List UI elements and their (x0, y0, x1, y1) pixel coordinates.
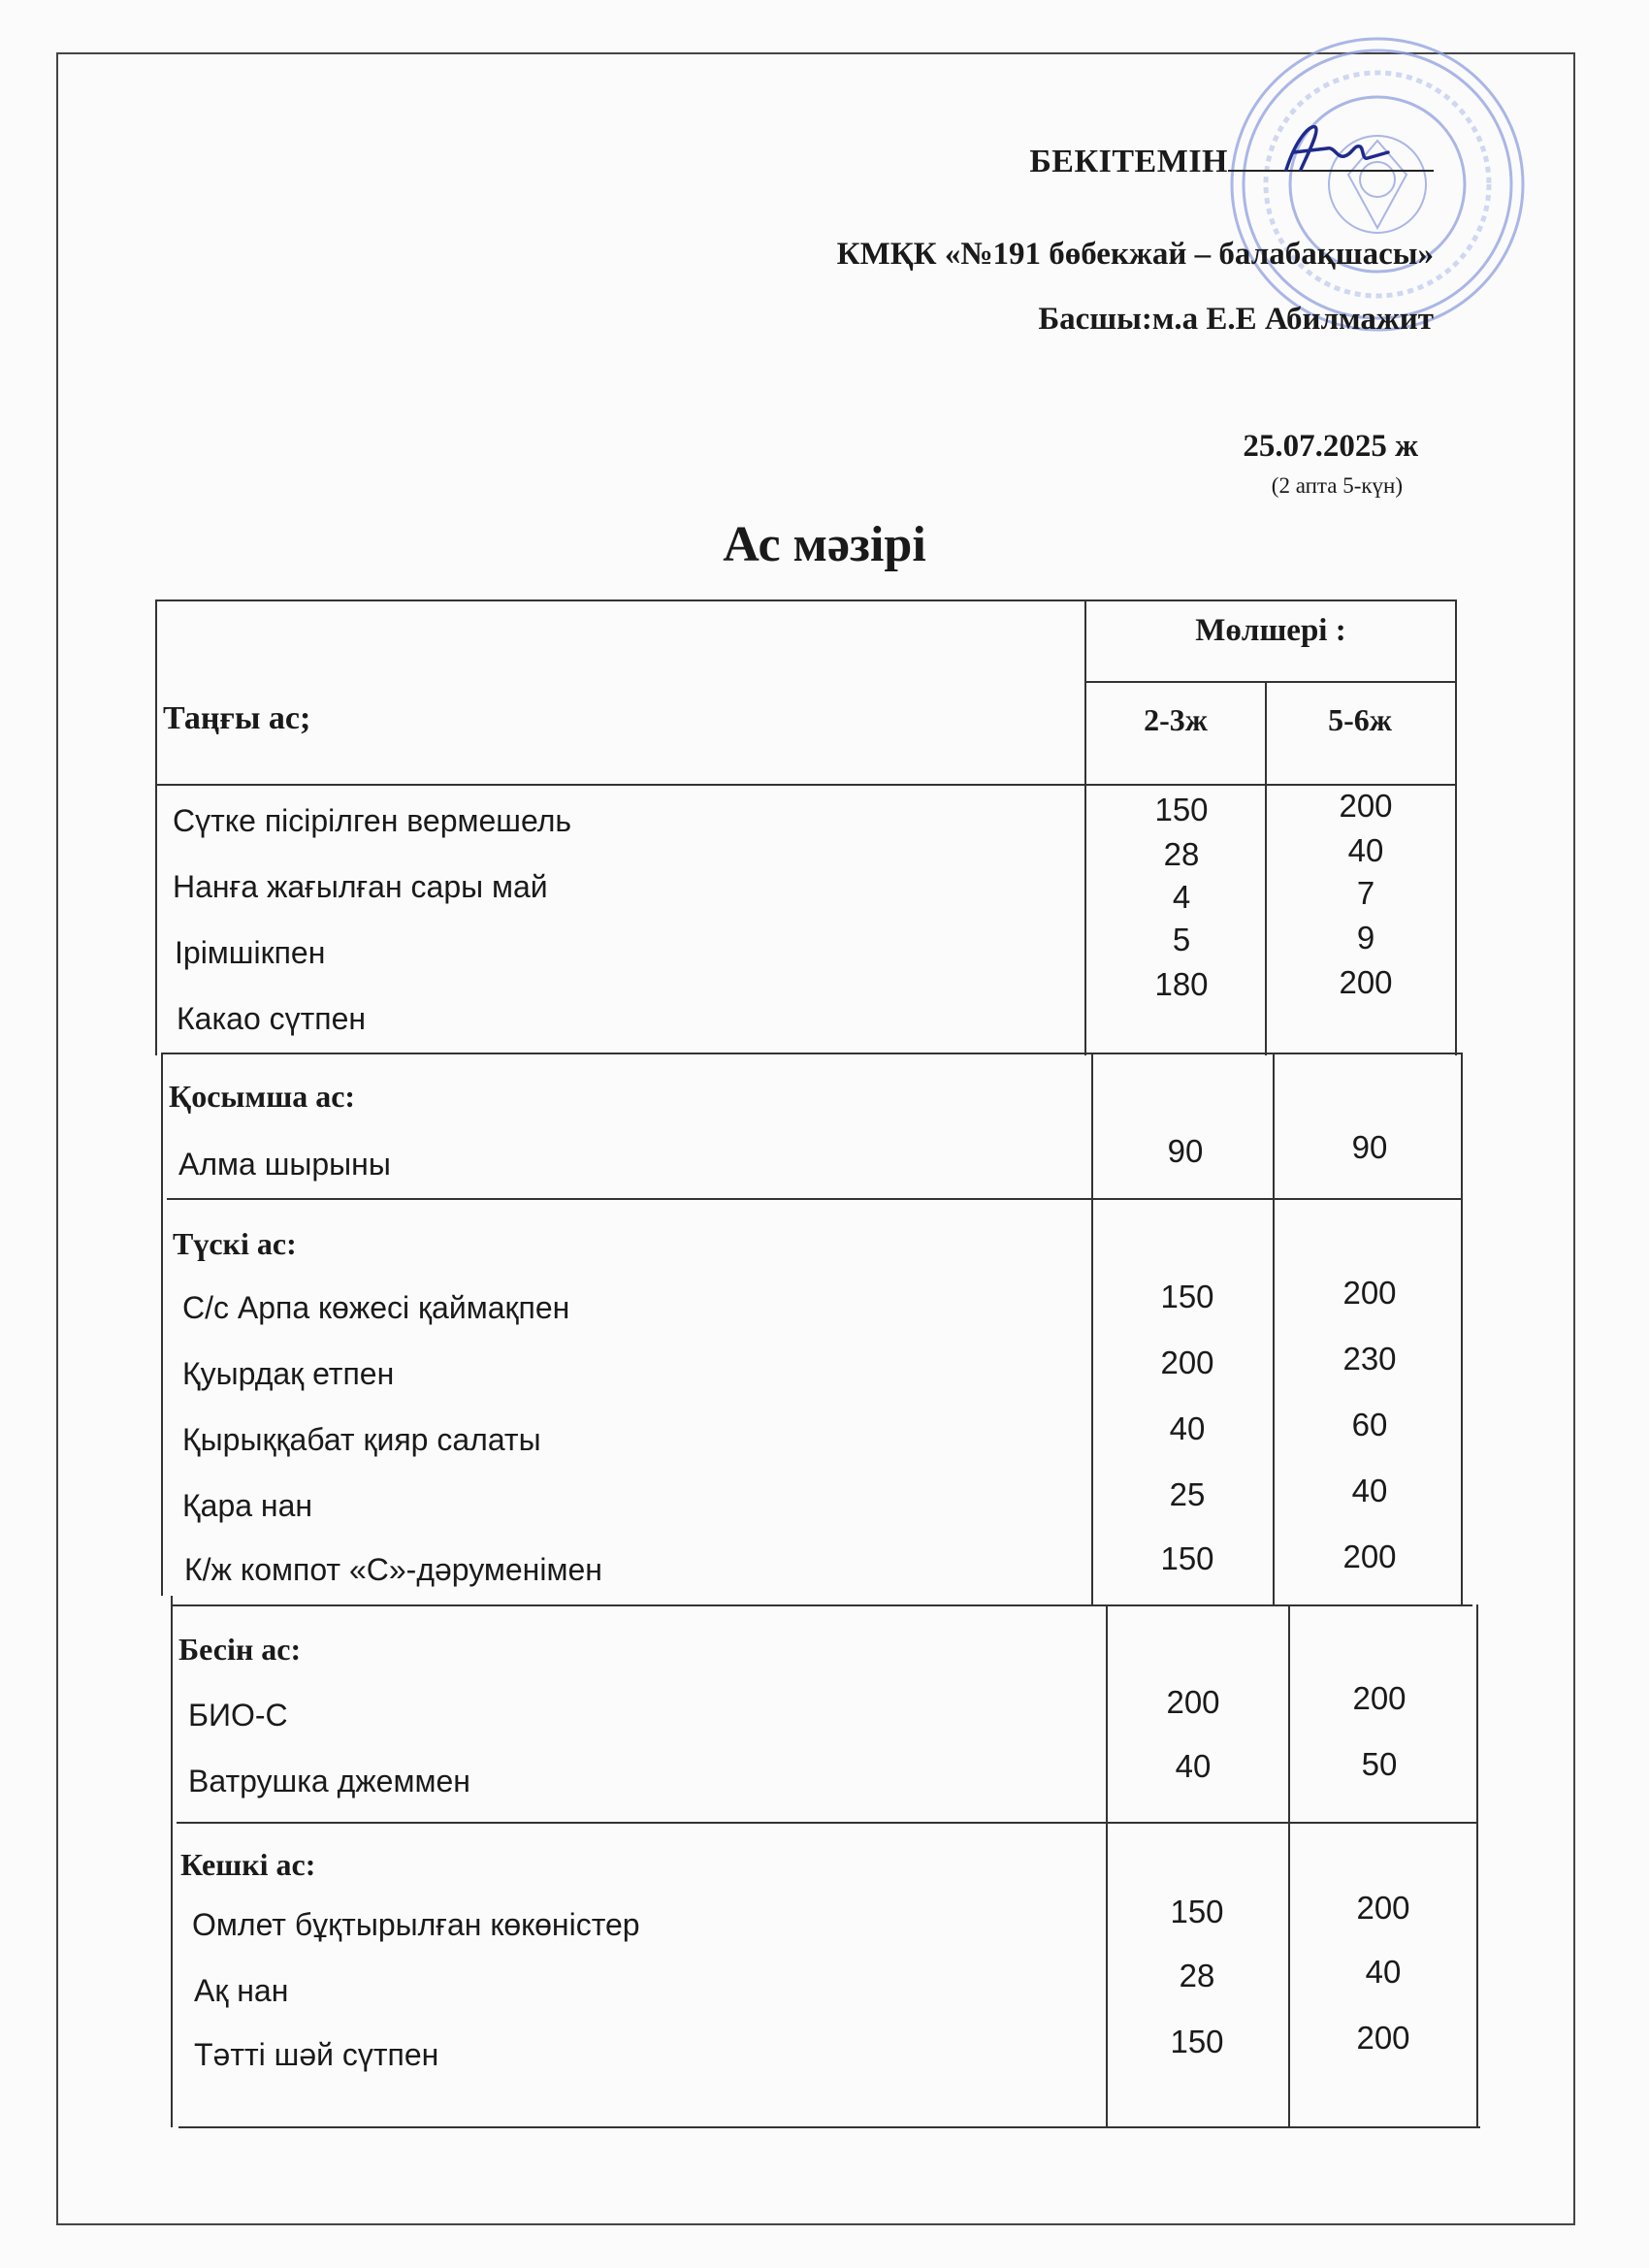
menu-item: Қара нан (182, 1488, 313, 1523)
section-title: Қосымша ас: (169, 1079, 356, 1114)
menu-item: Алма шырыны (178, 1147, 391, 1182)
amount-5-6: 40 (1365, 1954, 1402, 1990)
menu-item: Тәтті шәй сүтпен (194, 2037, 439, 2072)
amount-2-3: 200 (1166, 1684, 1220, 1720)
signature (1267, 119, 1393, 178)
approve-label: БЕКІТЕМІН (1029, 144, 1228, 179)
page-title: Ас мәзірі (723, 517, 926, 572)
table-line (177, 1822, 1476, 1824)
amount-5-6: 200 (1356, 1890, 1410, 1926)
amount-5-6: 200 (1356, 2020, 1410, 2056)
menu-item: Қуырдақ етпен (182, 1356, 395, 1391)
amount-2-3: 28 (1179, 1958, 1215, 1993)
table-line (167, 1198, 1463, 1200)
section-title: Кешкі ас: (180, 1847, 316, 1882)
menu-item: Нанға жағылған сары май (173, 869, 548, 904)
amount-5-6: 60 (1351, 1407, 1388, 1442)
amount-5-6: 40 (1347, 832, 1384, 868)
table-line (1461, 1053, 1463, 1605)
menu-item: Ақ нан (194, 1973, 289, 2008)
amount-header: Мөлшері : (1195, 613, 1346, 648)
table-line (1455, 599, 1457, 1055)
amount-5-6: 200 (1342, 1275, 1397, 1311)
approval-line (1029, 141, 1434, 180)
menu-item: Какао сүтпен (177, 1001, 367, 1036)
amount-5-6: 200 (1339, 788, 1393, 824)
amount-2-3: 150 (1170, 1894, 1224, 1929)
amount-2-3: 25 (1169, 1476, 1206, 1512)
table-line (171, 1596, 173, 2127)
section-title: Түскі ас: (173, 1226, 297, 1261)
table-line (161, 1053, 163, 1596)
menu-item: Қырыққабат қияр салаты (182, 1422, 541, 1457)
amount-5-6: 40 (1351, 1473, 1388, 1508)
table-line (1086, 681, 1457, 683)
signature-line (1228, 141, 1434, 172)
head-name: Басшы:м.а Е.Е Абилмажит (1038, 302, 1434, 337)
table-line (1084, 599, 1086, 1055)
menu-item: Сүтке пісірілген вермешель (173, 803, 572, 838)
amount-2-3: 180 (1154, 966, 1209, 1002)
table-line (1106, 1604, 1108, 2128)
table-line (1476, 1604, 1478, 2128)
table-line (1091, 1053, 1093, 1605)
amount-5-6: 90 (1351, 1129, 1388, 1165)
amount-2-3: 150 (1170, 2024, 1224, 2059)
column-header-5-6: 5-6ж (1328, 702, 1392, 737)
amount-5-6: 7 (1356, 875, 1375, 911)
amount-2-3: 28 (1163, 836, 1200, 872)
table-line (1273, 1053, 1275, 1605)
section-title: Таңғы ас; (163, 700, 311, 736)
menu-item: БИО-С (188, 1698, 288, 1733)
amount-2-3: 40 (1169, 1410, 1206, 1446)
week-day: (2 апта 5-күн) (1271, 473, 1403, 498)
amount-2-3: 200 (1160, 1345, 1214, 1380)
amount-2-3: 5 (1172, 922, 1191, 957)
amount-2-3: 150 (1160, 1540, 1214, 1576)
amount-2-3: 4 (1172, 879, 1191, 915)
amount-5-6: 50 (1361, 1746, 1398, 1782)
amount-5-6: 200 (1339, 964, 1393, 1000)
menu-item: Ірімшікпен (175, 935, 326, 970)
column-header-2-3: 2-3ж (1144, 702, 1208, 737)
amount-2-3: 90 (1167, 1133, 1204, 1169)
amount-5-6: 9 (1356, 920, 1375, 956)
table-line (178, 2126, 1480, 2128)
amount-5-6: 230 (1342, 1341, 1397, 1377)
table-line (157, 784, 1457, 786)
table-line (155, 599, 157, 1055)
menu-date: 25.07.2025 ж (1243, 429, 1418, 464)
table-line (1265, 681, 1267, 1055)
amount-5-6: 200 (1342, 1539, 1397, 1574)
amount-2-3: 40 (1175, 1748, 1212, 1784)
table-line (173, 1604, 1472, 1606)
amount-2-3: 150 (1154, 792, 1209, 827)
amount-2-3: 150 (1160, 1279, 1214, 1314)
section-title: Бесін ас: (178, 1632, 302, 1667)
table-line (1288, 1604, 1290, 2128)
menu-item: Ватрушка джеммен (188, 1764, 470, 1798)
menu-item: Омлет бұқтырылған көкөністер (192, 1907, 640, 1942)
menu-item: К/ж компот «С»-дәруменімен (184, 1552, 602, 1587)
menu-item: С/с Арпа көжесі қаймақпен (182, 1290, 570, 1325)
table-line (157, 599, 1457, 601)
amount-5-6: 200 (1352, 1680, 1406, 1716)
organization-name: КМҚК «№191 бөбекжай – балабақшасы» (836, 237, 1434, 272)
